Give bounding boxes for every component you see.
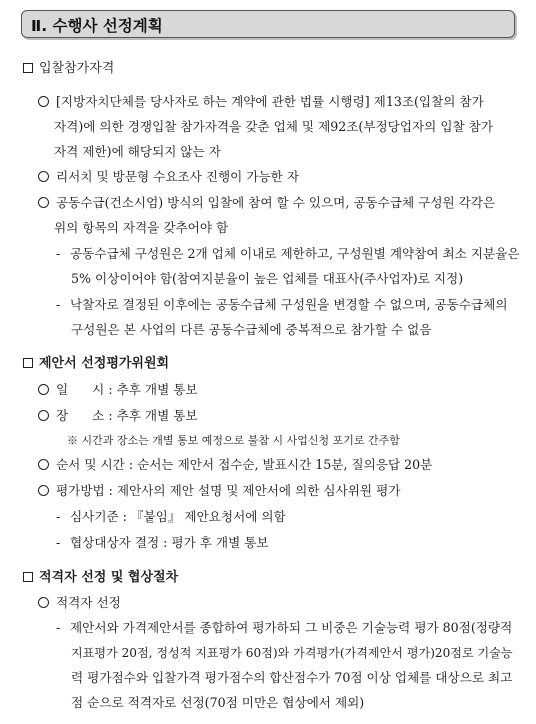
sub-list-item: - 낙찰자로 결정된 이후에는 공동수급체 구성원을 변경할 수 없으며, 공동수급체의 [56, 297, 508, 312]
sub-list-item: - 제안서와 가격제안서를 종합하여 평가하되 그 비중은 기술능력 평가 80점(정량적 [56, 620, 513, 635]
circle-bullet-icon [38, 597, 49, 608]
section-heading-selection: 적격자 선정 및 협상절차 [23, 569, 178, 587]
sub-list-item-continuation: 력 평가점수와 입찰가격 평가점수의 합산점수가 70점 이상 업체를 대상으로 최고 [71, 670, 513, 685]
section-heading-committee: 제안서 선정평가위원회 [23, 355, 169, 373]
circle-bullet-icon [38, 197, 49, 208]
section-heading-eligibility: 입찰참가자격 [23, 60, 114, 78]
list-item-order: 순서 및 시간 : 순서는 제안서 접수순, 발표시간 15분, 질의응답 20분 [38, 456, 432, 474]
list-item-place: 장 소 : 추후 개별 통보 [38, 407, 198, 425]
list-item: 적격자 선정 [38, 594, 121, 612]
list-item-continuation: 자격)에 의한 경쟁입찰 참가자격을 갖춘 업체 및 제92조(부정당업자의 입찰 참가 [54, 119, 494, 134]
circle-bullet-icon [38, 384, 49, 395]
section-title-box [21, 10, 515, 38]
square-bullet-icon [23, 63, 33, 73]
square-bullet-icon [23, 358, 33, 368]
list-item-date: 일 시 : 추후 개별 통보 [38, 381, 198, 399]
list-item: 리서치 및 방문형 수요조사 진행이 가능한 자 [38, 168, 299, 186]
circle-bullet-icon [38, 410, 49, 421]
circle-bullet-icon [38, 459, 49, 470]
list-item-continuation: 위의 항목의 자격을 갖추어야 함 [54, 220, 229, 235]
note-text: ※ 시간과 장소는 개별 통보 예정으로 불참 시 사업신청 포기로 간주함 [67, 434, 400, 447]
list-item-method: 평가방법 : 제안사의 제안 설명 및 제안서에 의한 심사위원 평가 [38, 482, 400, 500]
sub-list-item-continuation: 지표평가 20점, 정성적 지표평가 60점)와 가격평가(가격제안서 평가)20점로 기술능 [71, 646, 513, 660]
page-title: Ⅱ. 수행사 선정계획 [31, 17, 163, 35]
sub-list-item-continuation: 5% 이상이어야 함(참여지분율이 높은 업체를 대표사(주사업자)로 지정) [71, 271, 464, 286]
list-item: [지방자치단체를 당사자로 하는 계약에 관한 법률 시행령] 제13조(입찰의 참가 [38, 93, 484, 111]
list-item-continuation: 자격 제한)에 해당되지 않는 자 [54, 144, 221, 159]
list-item: 공동수급(건소시엄) 방식의 입찰에 참여 할 수 있으며, 공동수급체 구성원 각각은 [38, 194, 495, 212]
sub-list-item-continuation: 구성원은 본 사업의 다른 공동수급체에 중복적으로 참가할 수 없음 [71, 322, 432, 337]
sub-list-item-negotiation: - 협상대상자 결정 : 평가 후 개별 통보 [56, 535, 269, 550]
sub-list-item-criteria: - 심사기준 : 『붙임』 제안요청서에 의함 [56, 509, 286, 524]
sub-list-item-continuation: 점 순으로 적격자로 선정(70점 미만은 협상에서 제외) [71, 695, 365, 710]
circle-bullet-icon [38, 171, 49, 182]
circle-bullet-icon [38, 485, 49, 496]
circle-bullet-icon [38, 96, 49, 107]
sub-list-item: - 공동수급체 구성원은 2개 업체 이내로 제한하고, 구성원별 계약참여 최소 지분율은 [56, 246, 520, 261]
square-bullet-icon [23, 572, 33, 582]
